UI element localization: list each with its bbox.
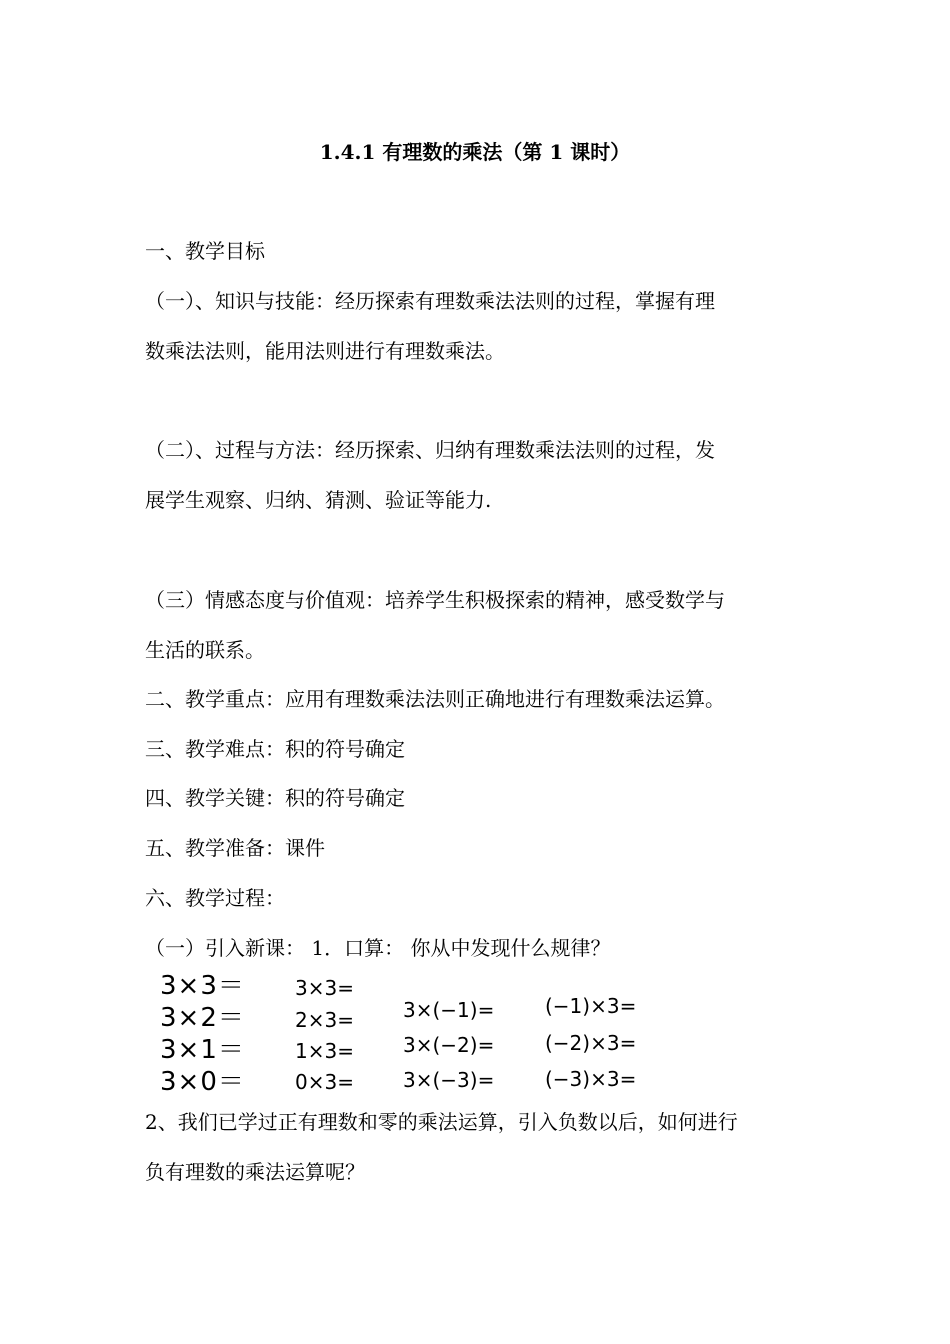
process: 六、教学过程： [145,886,285,910]
question-line2: 负有理数的乘法运算呢？ [145,1160,365,1184]
math-col1-row4: 3×0＝ [160,1067,245,1097]
math-col3-row2: 3×(−2)= [403,1033,495,1057]
key-point: 二、教学重点：应用有理数乘法法则正确地进行有理数乘法运算。 [145,687,725,711]
preparation: 五、教学准备：课件 [145,836,325,860]
question-line1: 2、我们已学过正有理数和零的乘法运算，引入负数以后，如何进行 [145,1110,738,1134]
intro-line: （一）引入新课： 1．口算： 你从中发现什么规律？ [145,936,611,960]
math-col2-row1: 3×3= [295,976,354,1000]
math-col4-row1: (−1)×3= [545,994,637,1018]
goal3-line1: （三）情感态度与价值观：培养学生积极探索的精神，感受数学与 [145,588,725,612]
goal2-line2: 展学生观察、归纳、猜测、验证等能力. [145,488,492,512]
math-col1-row3: 3×1＝ [160,1035,245,1065]
goal1-line1: （一）、知识与技能：经历探索有理数乘法法则的过程，掌握有理 [145,289,715,313]
goal2-line1: （二）、过程与方法：经历探索、归纳有理数乘法法则的过程，发 [145,438,715,462]
math-col4-row3: (−3)×3= [545,1067,637,1091]
page-title: 1.4.1 有理数的乘法（第 1 课时） [319,140,631,164]
goals-heading: 一、教学目标 [145,239,265,263]
math-col3-row1: 3×(−1)= [403,998,495,1022]
math-col3-row3: 3×(−3)= [403,1068,495,1092]
math-col2-row2: 2×3= [295,1008,354,1032]
goal3-line2: 生活的联系。 [145,638,265,662]
key: 四、教学关键：积的符号确定 [145,786,405,810]
math-col2-row3: 1×3= [295,1039,354,1063]
math-col4-row2: (−2)×3= [545,1031,637,1055]
math-col1-row2: 3×2＝ [160,1003,245,1033]
math-col1-row1: 3×3＝ [160,971,245,1001]
goal1-line2: 数乘法法则，能用法则进行有理数乘法。 [145,339,505,363]
math-col2-row4: 0×3= [295,1070,354,1094]
difficulty: 三、教学难点：积的符号确定 [145,737,405,761]
